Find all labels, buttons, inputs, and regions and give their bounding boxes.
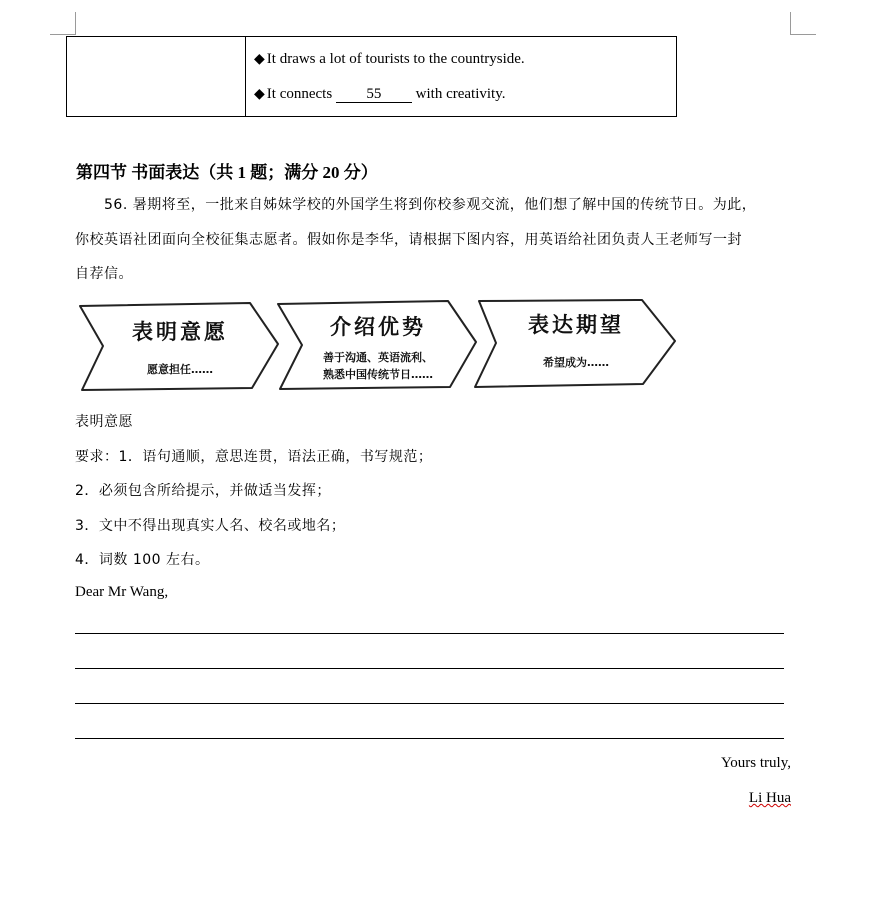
flow-step-1	[80, 303, 278, 390]
svg-text:愿意担任……: 愿意担任……	[147, 363, 213, 376]
writing-line-1	[75, 633, 784, 634]
requirement-1: 要求：1．语句通顺，意思连贯，语法正确，书写规范；	[75, 449, 433, 465]
flow-step-3	[475, 300, 675, 387]
flow-step-2	[278, 301, 476, 389]
outline-flow-diagram	[76, 298, 680, 393]
table-column-divider	[245, 37, 246, 116]
letter-greeting: Dear Mr Wang,	[75, 584, 169, 600]
diamond-bullet-icon: ◆	[254, 52, 265, 67]
writing-line-4	[75, 738, 784, 739]
svg-text:希望成为……: 希望成为……	[543, 356, 609, 369]
writing-line-2	[75, 668, 784, 669]
prompt-line-2: 你校英语社团面向全校征集志愿者。假如你是李华，请根据下图内容，用英语给社团负责人王老师写一封	[75, 232, 742, 248]
prompt-line-3: 自荐信。	[75, 266, 133, 282]
prompt-line-1: 56. 暑期将至，一批来自姊妹学校的外国学生将到你校参观交流，他们想了解中国的传统节日。为此，	[104, 197, 757, 213]
crop-mark-left-vertical	[75, 12, 76, 34]
svg-text:表明意愿: 表明意愿	[132, 319, 228, 344]
reading-table	[66, 36, 677, 117]
table-row-connects: ◆ It connects 55 with creativity.	[254, 86, 506, 102]
crop-mark-right-vertical	[790, 12, 791, 34]
svg-text:介绍优势: 介绍优势	[330, 314, 426, 339]
crop-mark-left-horizontal	[50, 34, 76, 35]
svg-text:善于沟通、英语流利、: 善于沟通、英语流利、	[323, 351, 433, 364]
diamond-bullet-icon: ◆	[254, 87, 265, 102]
svg-text:表达期望: 表达期望	[528, 312, 624, 337]
table-row-tourists: ◆ It draws a lot of tourists to the countryside.	[254, 51, 525, 67]
section-heading: 第四节 书面表达（共 1 题；满分 20 分）	[76, 163, 378, 182]
requirement-3: 3．文中不得出现真实人名、校名或地名；	[75, 518, 346, 534]
letter-closing: Yours truly,	[720, 755, 791, 771]
letter-signature: Li Hua	[748, 790, 791, 806]
crop-mark-right-horizontal	[790, 34, 816, 35]
requirement-4: 4．词数 100 左右。	[75, 552, 210, 568]
svg-text:熟悉中国传统节日……: 熟悉中国传统节日……	[323, 368, 433, 381]
writing-line-3	[75, 703, 784, 704]
requirements-label: 表明意愿	[75, 414, 133, 430]
answer-blank-55: 55	[336, 86, 412, 103]
requirement-2: 2．必须包含所给提示，并做适当发挥；	[75, 483, 331, 499]
